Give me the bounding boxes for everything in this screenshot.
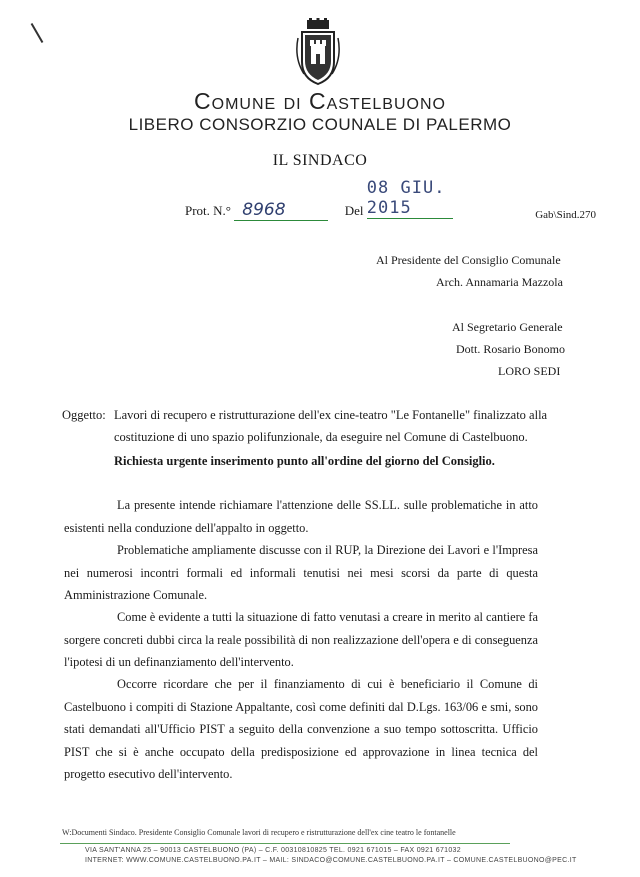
municipality-name: Comune di Castelbuono: [194, 88, 446, 114]
protocol-number-field: [234, 200, 328, 221]
reference-code: Gab\Sind.270: [535, 209, 596, 221]
protocol-number: 8968: [242, 200, 286, 220]
date-stamp: 08 GIU. 2015: [366, 178, 446, 218]
recipient-1-line2: Arch. Annamaria Mazzola: [436, 275, 563, 289]
recipients-closing: LORO SEDI: [498, 364, 561, 378]
date-field: [367, 178, 453, 219]
subject-line1: Lavori di recupero e ristrutturazione dell'ex cine-teatro "Le Fontanelle" finalizzato alla: [114, 408, 548, 422]
municipal-crest-icon: [294, 18, 342, 86]
footer-contacts: INTERNET: WWW.COMUNE.CASTELBUONO.PA.IT – MAIL: SINDACO@COMUNE.CASTELBUONO.PA.IT – COMUNE.CASTELBUONO@PEC.IT: [85, 857, 577, 864]
protocol-line: [185, 180, 453, 221]
protocol-label: Prot. N.°: [185, 203, 232, 218]
footer-address: VIA SANT'ANNA 25 – 90013 CASTELBUONO (PA) – C.F. 00310810825 TEL. 0921 671015 – FAX 0921 671032: [85, 847, 461, 854]
subject-line2: costituzione di uno spazio polifunzionale, da eseguire nel Comune di Castelbuono.: [114, 430, 528, 444]
office-title: IL SINDACO: [272, 152, 368, 169]
file-path-note: W:Documenti Sindaco. Presidente Consiglio Comunale lavori di recupero e ristrutturazione dell'ex cine teatro le fontanelle: [62, 828, 456, 837]
date-label: Del: [344, 203, 364, 218]
subject-label: Oggetto:: [62, 408, 106, 422]
paragraph-3: Come è evidente a tutti la situazione di fatto venutasi a creare in merito al cantiere fa sorgere concreti dubbi circa la reale possibilità di non realizzazione dell'opera e di conseguenza l'ipotesi di un definanziamento dell'intervento.: [64, 610, 538, 669]
consortium-name: LIBERO CONSORZIO COUNALE DI PALERMO: [128, 115, 512, 134]
pen-mark: [31, 23, 44, 43]
recipient-2-line1: Al Segretario Generale: [452, 320, 563, 334]
paragraph-4: Occorre ricordare che per il finanziamento di cui è beneficiario il Comune di Castelbuono i compiti di Stazione Appaltante, così come definiti dal D.Lgs. 163/06 e smi, sono stati demandati all'Ufficio PIST a seguito della convenzione a suo tempo sottoscritta. Ufficio PIST che si è anche occupato della predisposizione ed approvazione in linea tecnica del progetto esecutivo dell'intervento.: [64, 677, 538, 781]
paragraph-1: La presente intende richiamare l'attenzione delle SS.LL. sulle problematiche in atto esistenti nella conduzione dell'appalto in oggetto.: [64, 498, 538, 535]
recipient-1-line1: Al Presidente del Consiglio Comunale: [376, 253, 561, 267]
subject-line3: Richiesta urgente inserimento punto all'ordine del giorno del Consiglio.: [114, 454, 495, 468]
footer-divider: [60, 843, 510, 844]
recipient-2-line2: Dott. Rosario Bonomo: [456, 342, 566, 356]
paragraph-2: Problematiche ampliamente discusse con il RUP, la Direzione dei Lavori e l'Impresa nei numerosi incontri formali ed informali tenutisi nei mesi scorsi da parte di questa Amministrazione Comunale.: [64, 543, 538, 602]
